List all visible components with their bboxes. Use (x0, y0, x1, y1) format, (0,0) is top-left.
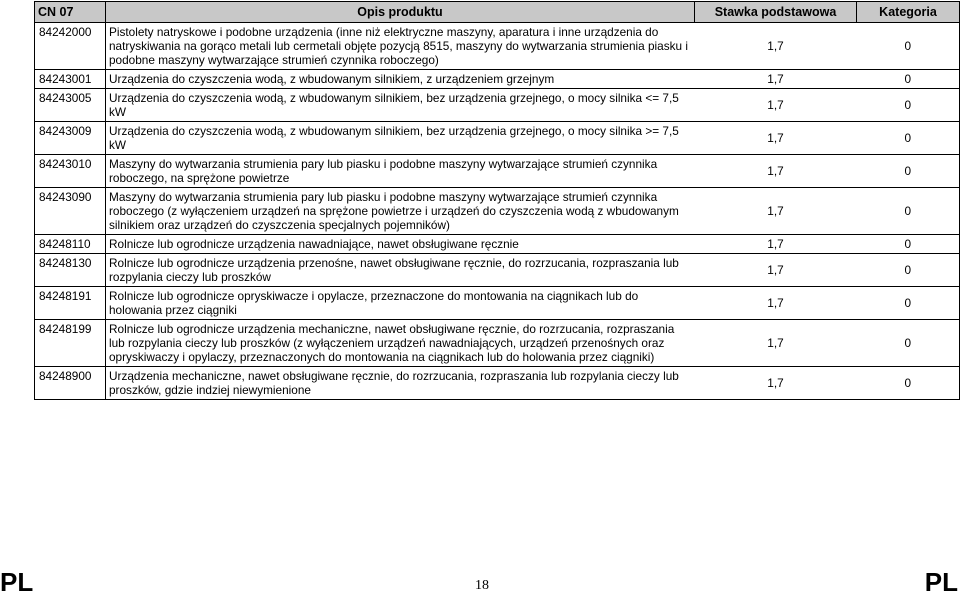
base-rate: 1,7 (695, 320, 857, 367)
table-row (35, 155, 960, 188)
base-rate: 1,7 (695, 70, 857, 89)
header-base-rate: Stawka podstawowa (695, 2, 857, 23)
cn-code: 84248130 (35, 254, 106, 287)
category: 0 (857, 367, 960, 400)
category: 0 (857, 89, 960, 122)
page-number: 18 (475, 578, 489, 593)
product-description: Maszyny do wytwarzania strumienia pary lub piasku i podobne maszyny wytwarzające strumień czynnika roboczego, na sprężone powietrze (106, 155, 695, 188)
product-description: Rolnicze lub ogrodnicze urządzenia nawadniające, nawet obsługiwane ręcznie (106, 235, 695, 254)
header-description: Opis produktu (106, 2, 695, 23)
cn-code: 84243009 (35, 122, 106, 155)
cn-code: 84243010 (35, 155, 106, 188)
cn-code: 84243005 (35, 89, 106, 122)
base-rate: 1,7 (695, 254, 857, 287)
product-description: Maszyny do wytwarzania strumienia pary lub piasku i podobne maszyny wytwarzające strumień czynnika roboczego (z wyłączeniem urządzeń na sprężone powietrze i urządzeń do czyszczenia wodą z wbudowanym silnikiem oraz urządzeń do czyszczenia specjalnych pojemników) (106, 188, 695, 235)
table-row (35, 254, 960, 287)
table-row (35, 70, 960, 89)
table-row (35, 235, 960, 254)
category: 0 (857, 320, 960, 367)
product-description: Rolnicze lub ogrodnicze urządzenia mechaniczne, nawet obsługiwane ręcznie, do rozrzucania, rozpraszania lub rozpylania cieczy lub proszków (z wyłączeniem urządzeń nawadniających, urządzeń przenośnych oraz opryskiwaczy i opylaczy, przeznaczonych do montowania na ciągnikach lub do holowania przez ciągniki) (106, 320, 695, 367)
product-description: Rolnicze lub ogrodnicze urządzenia przenośne, nawet obsługiwane ręcznie, do rozrzucania, rozpraszania lub rozpylania cieczy lub proszków (106, 254, 695, 287)
category: 0 (857, 287, 960, 320)
table-row (35, 122, 960, 155)
category: 0 (857, 235, 960, 254)
base-rate: 1,7 (695, 89, 857, 122)
footer-language-left: PL (0, 567, 34, 597)
table-row (35, 188, 960, 235)
tariff-table (34, 1, 960, 400)
category: 0 (857, 254, 960, 287)
product-description: Urządzenia do czyszczenia wodą, z wbudowanym silnikiem, bez urządzenia grzejnego, o mocy silnika >= 7,5 kW (106, 122, 695, 155)
category: 0 (857, 155, 960, 188)
category: 0 (857, 70, 960, 89)
table-body (35, 23, 960, 400)
cn-code: 84248191 (35, 287, 106, 320)
category: 0 (857, 122, 960, 155)
product-description: Rolnicze lub ogrodnicze opryskiwacze i opylacze, przeznaczone do montowania na ciągnikach lub do holowania przez ciągniki (106, 287, 695, 320)
table-row (35, 23, 960, 70)
table-row (35, 89, 960, 122)
product-description: Urządzenia do czyszczenia wodą, z wbudowanym silnikiem, bez urządzenia grzejnego, o mocy silnika <= 7,5 kW (106, 89, 695, 122)
base-rate: 1,7 (695, 235, 857, 254)
cn-code: 84248900 (35, 367, 106, 400)
base-rate: 1,7 (695, 155, 857, 188)
base-rate: 1,7 (695, 367, 857, 400)
cn-code: 84248110 (35, 235, 106, 254)
category: 0 (857, 23, 960, 70)
footer-language-right: PL (924, 567, 958, 597)
header-cn-code: CN 07 (35, 2, 106, 23)
product-description: Pistolety natryskowe i podobne urządzenia (inne niż elektryczne maszyny, aparatura i inne urządzenia do natryskiwania na gorąco metali lub cermetali objęte pozycją 8515, maszyny do wytwarzania strumienia piasku i podobne maszyny wytwarzające strumień czynnika roboczego) (106, 23, 695, 70)
header-category: Kategoria (857, 2, 960, 23)
base-rate: 1,7 (695, 122, 857, 155)
table-row (35, 320, 960, 367)
base-rate: 1,7 (695, 23, 857, 70)
cn-code: 84242000 (35, 23, 106, 70)
cn-code: 84248199 (35, 320, 106, 367)
table-header-row (35, 2, 960, 23)
table-row (35, 287, 960, 320)
cn-code: 84243001 (35, 70, 106, 89)
product-description: Urządzenia mechaniczne, nawet obsługiwane ręcznie, do rozrzucania, rozpraszania lub rozpylania cieczy lub proszków, gdzie indziej niewymienione (106, 367, 695, 400)
product-description: Urządzenia do czyszczenia wodą, z wbudowanym silnikiem, z urządzeniem grzejnym (106, 70, 695, 89)
cn-code: 84243090 (35, 188, 106, 235)
table-row (35, 367, 960, 400)
base-rate: 1,7 (695, 287, 857, 320)
base-rate: 1,7 (695, 188, 857, 235)
category: 0 (857, 188, 960, 235)
